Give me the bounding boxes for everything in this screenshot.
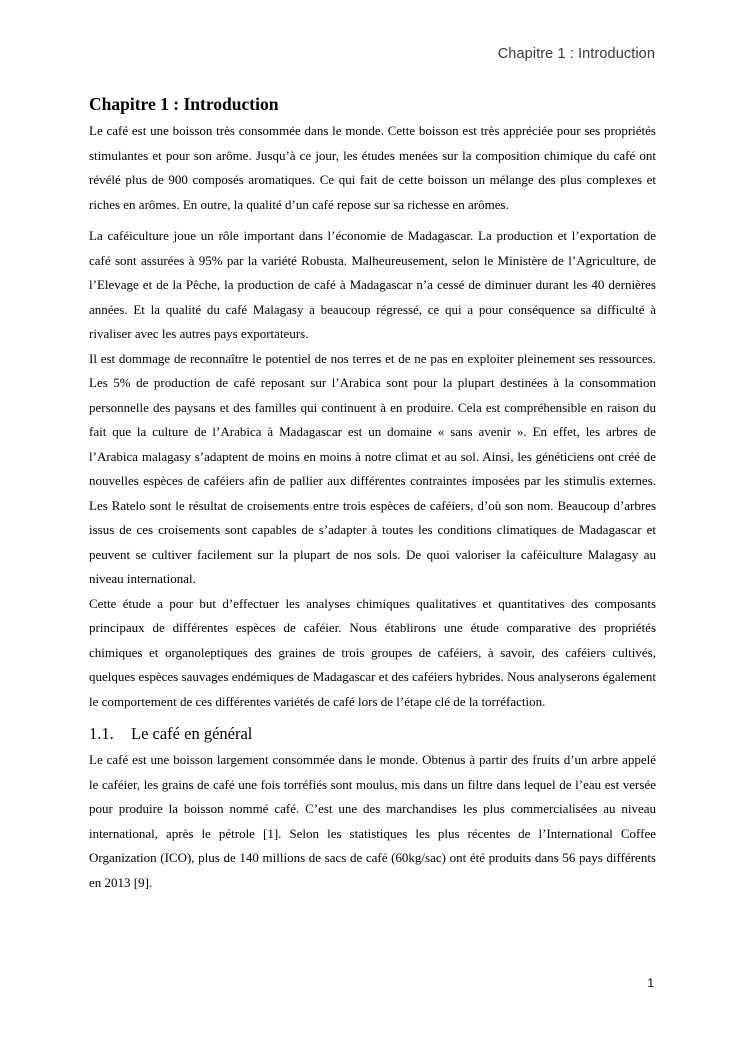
running-header: Chapitre 1 : Introduction [497,46,655,62]
intro-paragraph-3: Il est dommage de reconnaître le potentiel de nos terres et de ne pas en exploiter pleinement ses ressources. Les 5% de production de café reposant sur l’Arabica sont pour la plupart destinées à la consommation personnelle des paysans et des familles qui continuent à en produire. Cela est compréhensible en raison du fait que la culture de l’Arabica à Madagascar est un domaine « sans avenir ». En effet, les arbres de l’Arabica malagasy s’adaptent de moins en moins à notre climat et au sol. Ainsi, les généticiens ont créé de nouvelles espèces de caféiers afin de pallier aux différentes contraintes imposées par les stimulis externes. Les Ratelo sont le résultat de croisements entre trois espèces de caféiers, d’où son nom. Beaucoup d’arbres issus de ces croisements sont capables de s’adapter à toutes les conditions climatiques de Madagascar et peuvent se cultiver facilement sur la plupart de nos sols. De quoi valoriser la caféiculture Malagasy au niveau international. [89,350,656,586]
intro-paragraph-2: La caféiculture joue un rôle important dans l’économie de Madagascar. La production et l’exportation de café sont assurées à 95% par la variété Robusta. Malheureusement, selon le Ministère de l’Agriculture, de l’Elevage et de la Pêche, la production de café à Madagascar n’a cessé de diminuer durant les 40 dernières années. Et la qualité du café Malagasy a beaucoup régressé, ce qui a pour conséquence sa difficulté à rivaliser avec les autres pays exportateurs. [89,228,656,341]
chapter-title: Chapitre 1 : Introduction [89,94,279,114]
section-heading-1-1 [89,723,656,745]
page-content [89,93,656,895]
intro-paragraph-1: Le café est une boisson très consommée dans le monde. Cette boisson est très appréciée pour ses propriétés stimulantes et pour son arôme. Jusqu’à ce jour, les études menées sur la composition chimique du café ont révélé plus de 900 composés aromatiques. Ce qui fait de cette boisson un mélange des plus complexes et riches en arômes. En outre, la qualité d’un café repose sur sa richesse en arômes. [89,123,656,212]
intro-paragraph-4: Cette étude a pour but d’effectuer les analyses chimiques qualitatives et quantitatives des composants principaux de différentes espèces de caféier. Nous établirons une étude comparative des propriétés chimiques et organoleptiques des graines de trois groupes de caféiers, à savoir, des caféiers cultivés, quelques espèces sauvages endémiques de Madagascar et des caféiers hybrides. Nous analyserons également le comportement de ces différentes variétés de café lors de l’étape clé de la torréfaction. [89,595,656,709]
page-number: 1 [647,976,654,990]
section-title: Le café en général [131,724,253,743]
section-number: 1.1. [89,724,114,743]
section-1-1-paragraph: Le café est une boisson largement consommée dans le monde. Obtenus à partir des fruits d’un arbre appelé le caféier, les grains de café une fois torréfiés sont moulus, mis dans un filtre dans lequel de l’eau est versée pour produire la boisson nommé café. C’est une des marchandises les plus commercialisées au niveau international, après le pétrole [1]. Selon les statistiques les plus récentes de l’International Coffee Organization (ICO), plus de 140 millions de sacs de café (60kg/sac) ont été produits dans 56 pays différents en 2013 [9]. [89,752,656,890]
